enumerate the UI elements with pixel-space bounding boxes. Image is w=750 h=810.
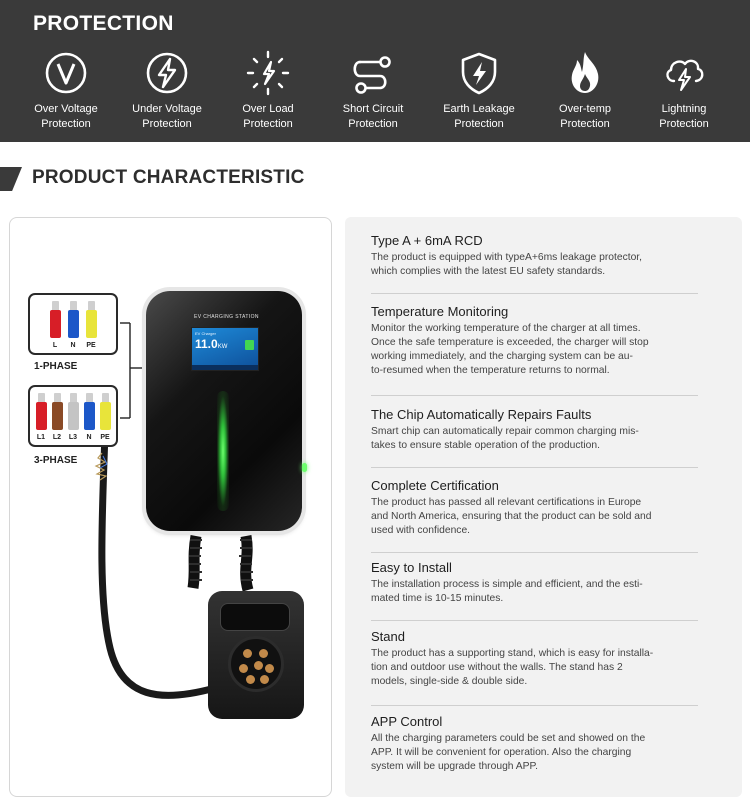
screen-title: EV Charger (195, 331, 216, 336)
screen-power-value: 11.0 (195, 337, 218, 351)
protection-item-earth-leakage (427, 50, 531, 132)
wire-label: N (70, 342, 76, 349)
three-phase-wiring-box (28, 385, 118, 447)
screen-status-bar (192, 365, 258, 370)
protection-label: Over-temp Protection (559, 103, 611, 130)
charger-display (191, 327, 259, 371)
protection-banner (0, 0, 750, 142)
screen-power-readout (195, 337, 227, 351)
wire-n (84, 402, 95, 430)
feature-easy-install (371, 560, 706, 606)
three-phase-label: 3-PHASE (34, 455, 78, 466)
feature-stand (371, 629, 706, 689)
flame-icon (562, 50, 608, 96)
protection-item-over-temp (533, 50, 637, 132)
charging-holster (208, 591, 304, 719)
one-phase-label: 1-PHASE (34, 361, 78, 372)
bulb-burst-icon (245, 50, 291, 96)
feature-app-control (371, 714, 706, 774)
lightning-circle-icon (144, 50, 190, 96)
product-image-panel (9, 217, 332, 797)
divider (371, 705, 698, 706)
characteristics-panel (345, 217, 742, 797)
screen-power-unit: KW (217, 344, 228, 350)
feature-title: Stand (371, 629, 405, 644)
circuit-icon (350, 50, 396, 96)
battery-icon (245, 340, 254, 350)
feature-desc: The product has passed all relevant certifications in Europe and North America, ensuring that the product can be sold and used with confidence. (371, 497, 652, 536)
protection-item-over-load (216, 50, 320, 132)
protection-items (14, 50, 736, 140)
voltage-v-icon (43, 50, 89, 96)
protection-label: Over Voltage Protection (34, 103, 98, 130)
feature-desc: Monitor the working temperature of the charger at all times. Once the safe temperature is exceeded, the charger will stop working immediately, and the charging system can be au- to-resumed when the temperature returns to normal. (371, 323, 649, 376)
status-light-strip (217, 391, 229, 511)
feature-title: The Chip Automatically Repairs Faults (371, 407, 592, 422)
feature-type-a-rcd (371, 233, 706, 279)
wire-l2 (52, 402, 63, 430)
feature-desc: The product is equipped with typeA+6ms leakage protector, which complies with the latest EU safety standards. (371, 252, 643, 277)
ev-charger-wallbox (146, 291, 302, 531)
section-tab-marker (0, 167, 22, 191)
type2-socket-icon (228, 636, 284, 692)
wire-label: L (52, 342, 58, 349)
protection-label: Lightning Protection (659, 103, 709, 130)
wire-label: N (86, 434, 92, 441)
wire-label: PE (86, 342, 96, 349)
feature-temperature-monitoring (371, 304, 706, 378)
wire-l (50, 310, 61, 338)
cloud-lightning-icon (661, 50, 707, 96)
protection-label: Under Voltage Protection (132, 103, 202, 130)
feature-title: Temperature Monitoring (371, 304, 509, 319)
divider (371, 552, 698, 553)
feature-chip-repairs (371, 407, 706, 453)
wire-label: L1 (36, 434, 46, 441)
wire-label: L2 (52, 434, 62, 441)
protection-item-over-voltage (14, 50, 118, 132)
section-header (0, 163, 750, 193)
protection-item-under-voltage (115, 50, 219, 132)
feature-desc: All the charging parameters could be set and showed on the APP. It will be convenient for operation. Also the charging system will be upgrade through APP. (371, 733, 646, 772)
wire-label: PE (100, 434, 110, 441)
divider (371, 395, 698, 396)
wire-pe (100, 402, 111, 430)
protection-label: Earth Leakage Protection (443, 103, 515, 130)
feature-desc: The installation process is simple and efficient, and the esti- mated time is 10-15 minutes. (371, 579, 643, 604)
feature-title: Easy to Install (371, 560, 452, 575)
protection-title: PROTECTION (33, 12, 174, 35)
one-phase-wiring-box (28, 293, 118, 355)
wire-pe (86, 310, 97, 338)
divider (371, 467, 698, 468)
wire-l3 (68, 402, 79, 430)
wire-n (68, 310, 79, 338)
shield-bolt-icon (456, 50, 502, 96)
feature-title: Complete Certification (371, 478, 499, 493)
wire-l1 (36, 402, 47, 430)
feature-title: APP Control (371, 714, 443, 729)
protection-item-lightning (632, 50, 736, 132)
feature-certification (371, 478, 706, 538)
holster-cap (220, 603, 290, 631)
divider (371, 293, 698, 294)
protection-label: Short Circuit Protection (342, 103, 404, 130)
feature-desc: The product has a supporting stand, which is easy for installa- tion and outdoor use without the walls. The stand has 2 models, single-side & double side. (371, 648, 654, 687)
protection-label: Over Load Protection (242, 103, 294, 130)
section-title: PRODUCT CHARACTERISTIC (32, 167, 305, 188)
feature-desc: Smart chip can automatically repair common charging mis- takes to ensure stable operation of the production. (371, 426, 639, 451)
charger-brand: EV CHARGING STATION (194, 314, 259, 320)
divider (371, 620, 698, 621)
feature-title: Type A + 6mA RCD (371, 233, 483, 248)
side-indicator-light (302, 463, 307, 472)
wire-label: L3 (68, 434, 78, 441)
protection-item-short-circuit (321, 50, 425, 132)
